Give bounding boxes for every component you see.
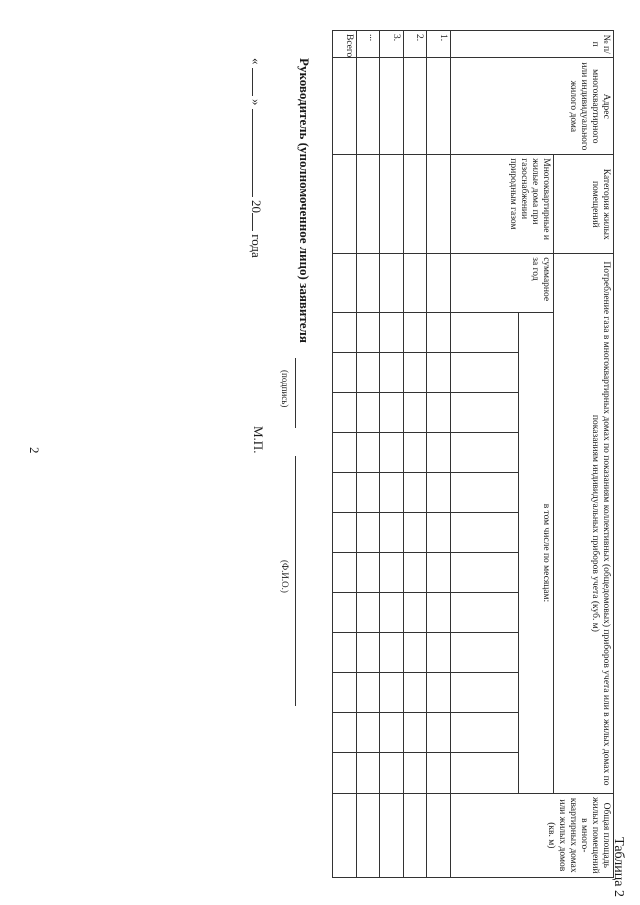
- table-cell: [356, 393, 380, 433]
- table-cell: [403, 633, 427, 673]
- table-cell: [403, 254, 427, 313]
- month-cell: [450, 553, 518, 593]
- table-cell: [427, 473, 451, 513]
- table-cell: [427, 633, 451, 673]
- header-consumption: Потребление газа в многоквартирных домах по показаниям коллективных (общедомовых) приборов учета или в жилых домах по показаниям индивидуальных приборов учета (куб. м): [554, 254, 614, 793]
- table-cell: [403, 473, 427, 513]
- row-label: 1.: [427, 31, 451, 58]
- table-cell: [356, 593, 380, 633]
- table-cell: [380, 713, 404, 753]
- table-cell: [403, 313, 427, 353]
- table-cell: [356, 473, 380, 513]
- table-cell: [427, 313, 451, 353]
- month-cell: [450, 433, 518, 473]
- table-title: Таблица 2: [611, 837, 626, 897]
- table-cell: [356, 633, 380, 673]
- table-cell: [380, 393, 404, 433]
- table-cell: [403, 593, 427, 633]
- date-line: [248, 58, 264, 258]
- data-table: [332, 30, 614, 878]
- table-cell: [403, 713, 427, 753]
- signature-caption: (подпись): [280, 370, 290, 408]
- table-cell: [356, 793, 380, 877]
- table-cell: [427, 254, 451, 313]
- page-number: 2: [27, 447, 42, 454]
- table-cell: [380, 155, 404, 254]
- table-cell: [333, 58, 357, 155]
- table-cell: [380, 313, 404, 353]
- date-close-quote: »: [249, 99, 264, 106]
- table-cell: [427, 753, 451, 793]
- table-cell: [333, 353, 357, 393]
- table-cell: [427, 553, 451, 593]
- row-label: ...: [356, 31, 380, 58]
- month-cell: [450, 633, 518, 673]
- month-cell: [450, 713, 518, 753]
- table-cell: [380, 553, 404, 593]
- table-cell: [380, 673, 404, 713]
- table-cell: [356, 353, 380, 393]
- table-cell: [333, 473, 357, 513]
- table-cell: [380, 473, 404, 513]
- table-cell: [403, 353, 427, 393]
- header-category-sub: Многоквартирные и жилые дома при газоснабжении природным газом: [450, 155, 554, 254]
- table-cell: [427, 433, 451, 473]
- table-cell: [403, 433, 427, 473]
- table-cell: [356, 433, 380, 473]
- table-cell: [427, 513, 451, 553]
- table-cell: [356, 513, 380, 553]
- header-category: Категория жилых помещений: [554, 155, 614, 254]
- table-body: [333, 31, 451, 878]
- table-cell: [333, 553, 357, 593]
- row-label: 3.: [380, 31, 404, 58]
- date-open-quote: «: [249, 58, 264, 65]
- header-row-2: [518, 31, 554, 878]
- table-cell: [380, 753, 404, 793]
- table-cell: [333, 313, 357, 353]
- table-cell: [403, 753, 427, 793]
- table-cell: [333, 753, 357, 793]
- month-cell: [450, 313, 518, 353]
- month-cell: [450, 353, 518, 393]
- month-cell: [450, 753, 518, 793]
- table-cell: [356, 254, 380, 313]
- table-cell: [333, 155, 357, 254]
- table-cell: [380, 633, 404, 673]
- header-monthly: в том числе по месяцам:: [518, 313, 554, 793]
- month-cell: [450, 593, 518, 633]
- table-row: [427, 31, 451, 878]
- table-cell: [333, 254, 357, 313]
- table-cell: [427, 593, 451, 633]
- table-cell: [356, 753, 380, 793]
- table-cell: [403, 553, 427, 593]
- table-cell: [333, 513, 357, 553]
- stamp-label: М.П.: [251, 426, 266, 454]
- table-cell: [333, 673, 357, 713]
- month-cell: [450, 473, 518, 513]
- table-cell: [403, 673, 427, 713]
- table-cell: [427, 713, 451, 753]
- table-cell: [427, 155, 451, 254]
- month-cell: [450, 513, 518, 553]
- table-cell: [380, 58, 404, 155]
- table-cell: [333, 593, 357, 633]
- table-cell: [427, 393, 451, 433]
- table-cell: [403, 793, 427, 877]
- table-cell: [380, 513, 404, 553]
- table-cell: [356, 155, 380, 254]
- signature-line: [295, 358, 296, 428]
- table-cell: [427, 353, 451, 393]
- header-num: № п/п: [450, 31, 613, 58]
- month-cell: [450, 673, 518, 713]
- table-cell: [403, 393, 427, 433]
- row-label: 2.: [403, 31, 427, 58]
- table-cell: [403, 155, 427, 254]
- table-cell: [356, 673, 380, 713]
- table-row: [380, 31, 404, 878]
- table-cell: [403, 58, 427, 155]
- table-cell: [380, 353, 404, 393]
- head-label: Руководитель (уполномоченное лицо) заявителя: [297, 58, 312, 343]
- table-cell: [427, 793, 451, 877]
- year-prefix: 20: [249, 200, 264, 213]
- header-row-1: [554, 31, 614, 878]
- table-cell: [380, 793, 404, 877]
- name-line: [295, 456, 296, 706]
- table-cell: [427, 673, 451, 713]
- table-cell: [356, 713, 380, 753]
- month-cell: [450, 393, 518, 433]
- table-cell: [356, 58, 380, 155]
- data-table-wrapper: [332, 30, 614, 878]
- table-cell: [356, 313, 380, 353]
- table-row: [403, 31, 427, 878]
- table-row: [333, 31, 357, 878]
- table-cell: [333, 633, 357, 673]
- table-cell: [333, 393, 357, 433]
- table-cell: [380, 593, 404, 633]
- table-cell: [427, 58, 451, 155]
- table-cell: [403, 513, 427, 553]
- header-area: Общая площадь жилых помещений в много-квартирных домах или жилых домов (кв. м): [450, 793, 613, 877]
- header-address: Адрес многоквартирного или индивидуального жилого дома: [450, 58, 613, 155]
- year-suffix: года: [249, 234, 264, 258]
- row-label: Всего: [333, 31, 357, 58]
- table-row: [356, 31, 380, 878]
- name-caption: (Ф.И.О.): [280, 560, 290, 593]
- table-cell: [356, 553, 380, 593]
- table-cell: [380, 433, 404, 473]
- signature-block: [20, 40, 320, 880]
- header-annual: суммарное за год: [450, 254, 554, 313]
- table-cell: [333, 433, 357, 473]
- table-cell: [380, 254, 404, 313]
- table-cell: [333, 713, 357, 753]
- table-cell: [333, 793, 357, 877]
